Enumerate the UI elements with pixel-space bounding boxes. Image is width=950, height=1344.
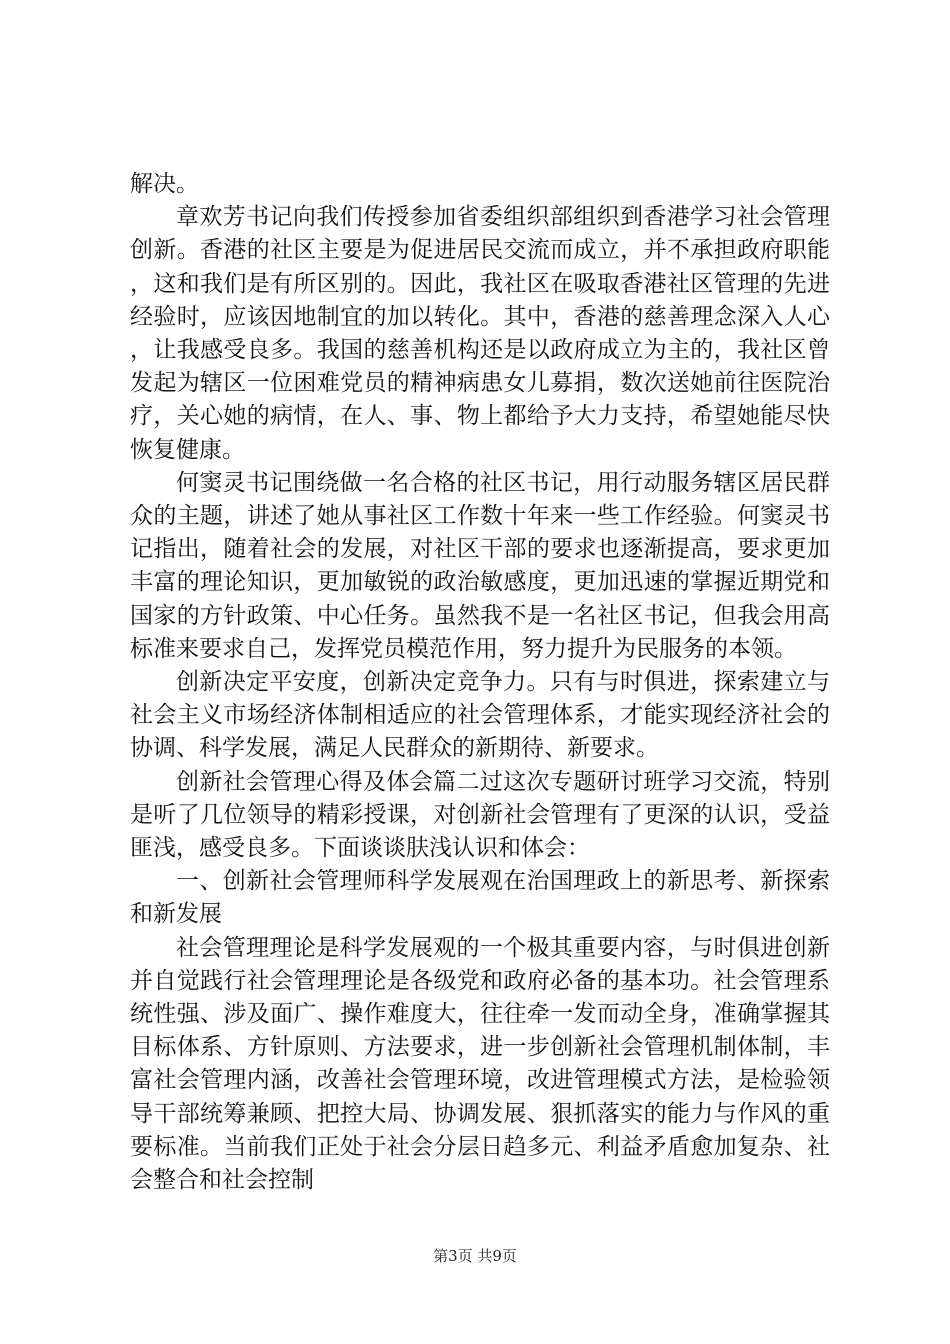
- paragraph-community-secretary: 何窦灵书记围绕做一名合格的社区书记，用行动服务辖区居民群众的主题，讲述了她从事社区工作数十年来一些工作经验。何窦灵书记指出，随着社会的发展，对社区干部的要求也逐渐提高，要求更加丰富的理论知识，更加敏锐的政治敏感度，更加迅速的掌握近期党和国家的方针政策、中心任务。虽然我不是一名社区书记，但我会用高标准来要求自己，发挥党员模范作用，努力提升为民服务的本领。: [130, 469, 830, 662]
- paragraph-continuation: 解决。: [130, 171, 199, 197]
- document-body: [130, 168, 830, 1197]
- section-heading-one: 一、创新社会管理师科学发展观在治国理政上的新思考、新探索和新发展: [130, 868, 830, 928]
- page-number-footer: 第3页 共9页: [433, 1247, 517, 1265]
- paragraph-part-two-intro: 创新社会管理心得及体会篇二过这次专题研讨班学习交流，特别是听了几位领导的精彩授课，对创新社会管理有了更深的认识，受益匪浅，感受良多。下面谈谈肤浅认识和体会：: [130, 768, 830, 862]
- paragraph-hong-kong-study: 章欢芳书记向我们传授参加省委组织部组织到香港学习社会管理创新。香港的社区主要是为促进居民交流而成立，并不承担政府职能，这和我们是有所区别的。因此，我社区在吸取香港社区管理的先进经验时，应该因地制宜的加以转化。其中，香港的慈善理念深入人心，让我感受良多。我国的慈善机构还是以政府成立为主的，我社区曾发起为辖区一位困难党员的精神病患女儿募捐，数次送她前往医院治疗，关心她的病情，在人、事、物上都给予大力支持，希望她能尽快恢复健康。: [130, 204, 830, 463]
- paragraph-social-management-theory: 社会管理理论是科学发展观的一个极其重要内容，与时俱进创新并自觉践行社会管理理论是各级党和政府必备的基本功。社会管理系统性强、涉及面广、操作难度大，往往牵一发而动全身，准确掌握其目标体系、方针原则、方法要求，进一步创新社会管理机制体制，丰富社会管理内涵，改善社会管理环境，改进管理模式方法，是检验领导干部统筹兼顾、把控大局、协调发展、狠抓落实的能力与作风的重要标准。当前我们正处于社会分层日趋多元、利益矛盾愈加复杂、社会整合和社会控制: [130, 934, 830, 1194]
- paragraph-innovation-summary: 创新决定平安度，创新决定竞争力。只有与时俱进，探索建立与社会主义市场经济体制相适应的社会管理体系，才能实现经济社会的协调、科学发展，满足人民群众的新期待、新要求。: [130, 669, 830, 762]
